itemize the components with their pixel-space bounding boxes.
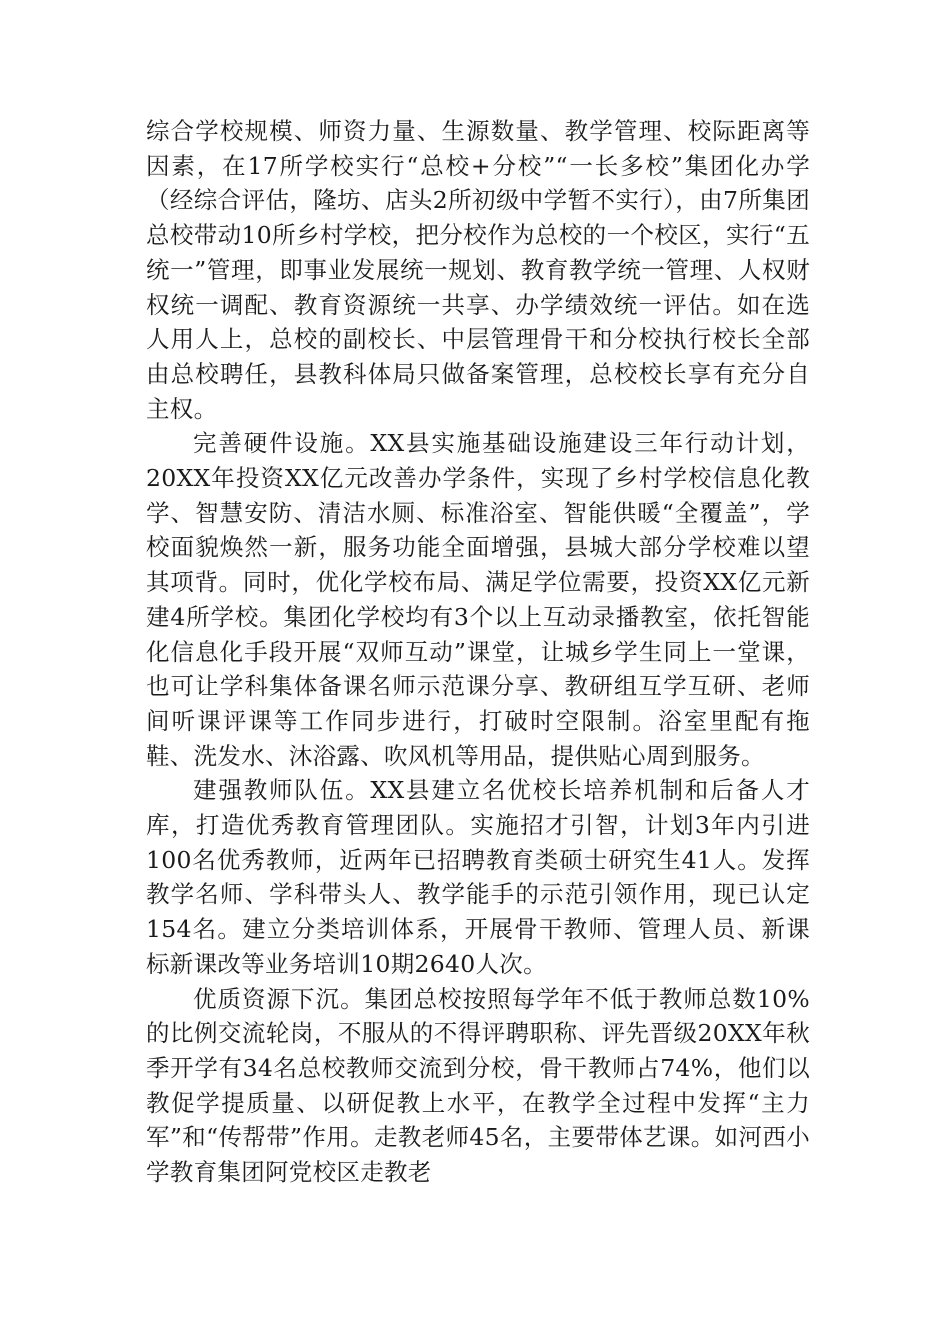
paragraph-teacher-team: 建强教师队伍。XX县建立名优校长培养机制和后备人才库，打造优秀教育管理团队。实施招才引智，计划3年内引进100名优秀教师，近两年已招聘教育类硕士研究生41人。发挥教学名师、学科带头人、教学能手的示范引领作用，现已认定154名。建立分类培训体系，开展骨干教师、管理人员、新课标新课改等业务培训10期2640人次。 — [146, 776, 810, 978]
paragraph-school-consolidation: 综合学校规模、师资力量、生源数量、教学管理、校际距离等因素，在17所学校实行“总校+分校”“一长多校”集团化办学（经综合评估，隆坊、店头2所初级中学暂不实行），由7所集团总校带动10所乡村学校，把分校作为总校的一个校区，实行“五统一”管理，即事业发展统一规划、教育教学统一管理、人权财权统一调配、教育资源统一共享、办学绩效统一评估。如在选人用人上，总校的副校长、中层管理骨干和分校执行校长全部由总校聘任，县教科体局只做备案管理，总校校长享有充分自主权。 — [146, 117, 810, 423]
paragraph-hardware-facilities: 完善硬件设施。XX县实施基础设施建设三年行动计划，20XX年投资XX亿元改善办学条件，实现了乡村学校信息化教学、智慧安防、清洁水厕、标准浴室、智能供暖“全覆盖”，学校面貌焕然一新，服务功能全面增强，县城大部分学校难以望其项背。同时，优化学校布局、满足学位需要，投资XX亿元新建4所学校。集团化学校均有3个以上互动录播教室，依托智能化信息化手段开展“双师互动”课堂，让城乡学生同上一堂课，也可让学科集体备课名师示范课分享、教研组互学互研、老师间听课评课等工作同步进行，打破时空限制。浴室里配有拖鞋、洗发水、沐浴露、吹风机等用品，提供贴心周到服务。 — [146, 429, 810, 770]
paragraph-resource-sinking: 优质资源下沉。集团总校按照每学年不低于教师总数10%的比例交流轮岗，不服从的不得评聘职称、评先晋级20XX年秋季开学有34名总校教师交流到分校，骨干教师占74%，他们以教促学提质量、以研促教上水平，在教学全过程中发挥“主力军”和“传帮带”作用。走教老师45名，主要带体艺课。如河西小学教育集团阿党校区走教老 — [146, 984, 810, 1187]
document-body — [146, 114, 810, 1190]
